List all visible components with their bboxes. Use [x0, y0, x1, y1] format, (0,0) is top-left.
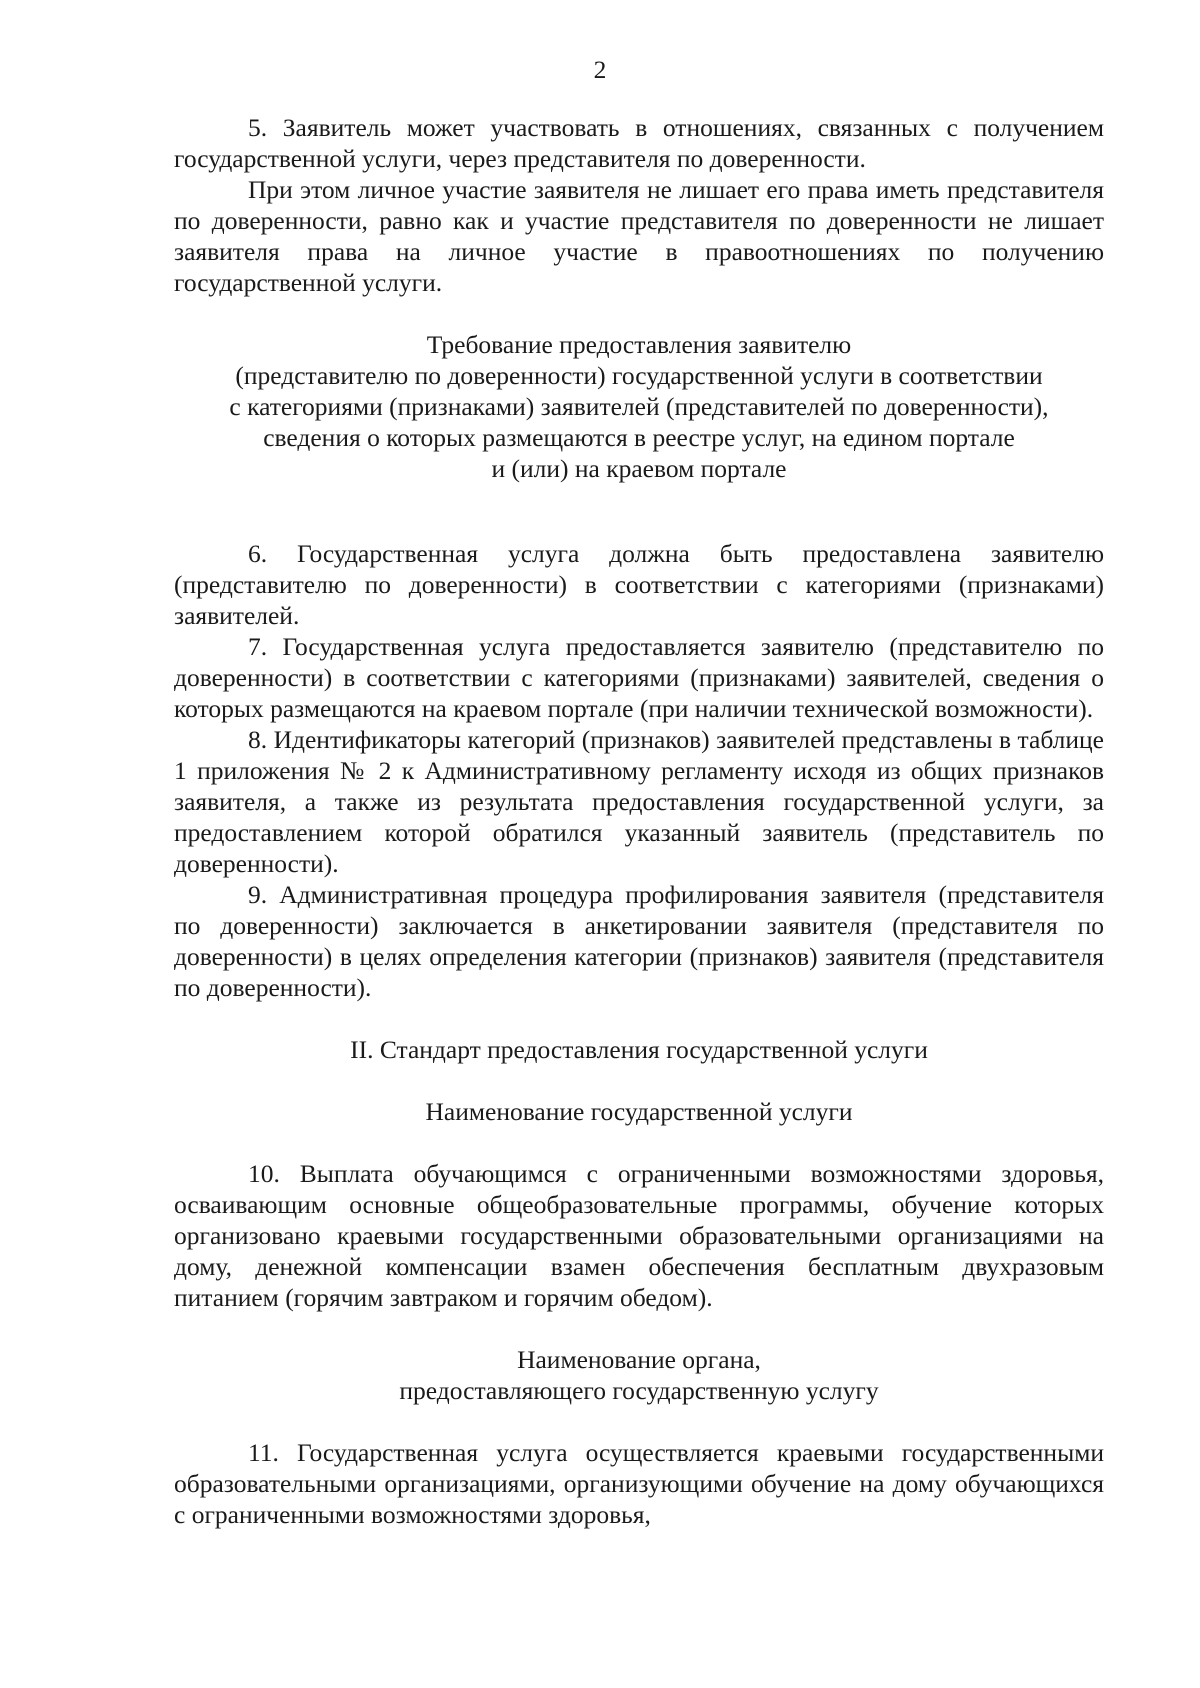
- page-number: 2: [593, 55, 607, 84]
- heading-line: предоставляющего государственную услугу: [399, 1376, 879, 1405]
- heading-service-name: [174, 1096, 1104, 1127]
- paragraph-8: 8. Идентификаторы категорий (признаков) заявителей представлены в таблице 1 приложения № 2 к Административному регламенту исходя из общих признаков заявителя, а также из результата предоставления государственной услуги, за предоставлением которой обратился указанный заявитель (представитель по доверенности).: [174, 725, 1104, 878]
- paragraph-10: 10. Выплата обучающимся с ограниченными возможностями здоровья, осваивающим основные общеобразовательные программы, обучение которых организовано краевыми государственными образовательными организациями на дому, денежной компенсации взамен обеспечения бесплатным двухразовым питанием (горячим завтраком и горячим обедом).: [174, 1159, 1104, 1312]
- paragraph-11: 11. Государственная услуга осуществляется краевыми государственными образовательными организациями, организующими обучение на дому обучающихся с ограниченными возможностями здоровья,: [174, 1438, 1104, 1529]
- heading-line: II. Стандарт предоставления государственной услуги: [350, 1035, 928, 1064]
- paragraph-5: 5. Заявитель может участвовать в отношениях, связанных с получением государственной услуги, через представителя по доверенности.: [174, 113, 1104, 173]
- heading-line: (представителю по доверенности) государственной услуги в соответствии: [235, 361, 1043, 390]
- heading-line: Наименование государственной услуги: [425, 1097, 853, 1126]
- heading-line: Наименование органа,: [517, 1345, 761, 1374]
- heading-section-2: [174, 1034, 1104, 1065]
- heading-line: с категориями (признаками) заявителей (представителей по доверенности),: [229, 392, 1049, 421]
- paragraph-7: 7. Государственная услуга предоставляется заявителю (представителю по доверенности) в соответствии с категориями (признаками) заявителей, сведения о которых размещаются на краевом портале (при наличии технической возможности).: [174, 632, 1104, 723]
- paragraph-6: 6. Государственная услуга должна быть предоставлена заявителю (представителю по доверенности) в соответствии с категориями (признаками) заявителей.: [174, 539, 1104, 630]
- paragraph-9: 9. Административная процедура профилирования заявителя (представителя по доверенности) заключается в анкетировании заявителя (представителя по доверенности) в целях определения категории (признаков) заявителя (представителя по доверенности).: [174, 880, 1104, 1002]
- paragraph-5-continuation: При этом личное участие заявителя не лишает его права иметь представителя по доверенности, равно как и участие представителя по доверенности не лишает заявителя права на личное участие в правоотношениях по получению государственной услуги.: [174, 175, 1104, 297]
- heading-authority-name: [174, 1344, 1104, 1406]
- heading-line: Требование предоставления заявителю: [426, 330, 852, 359]
- document-body: [174, 112, 1104, 1530]
- heading-line: и (или) на краевом портале: [491, 454, 787, 483]
- heading-line: сведения о которых размещаются в реестре услуг, на едином портале: [263, 423, 1015, 452]
- heading-requirement-categories: [174, 329, 1104, 484]
